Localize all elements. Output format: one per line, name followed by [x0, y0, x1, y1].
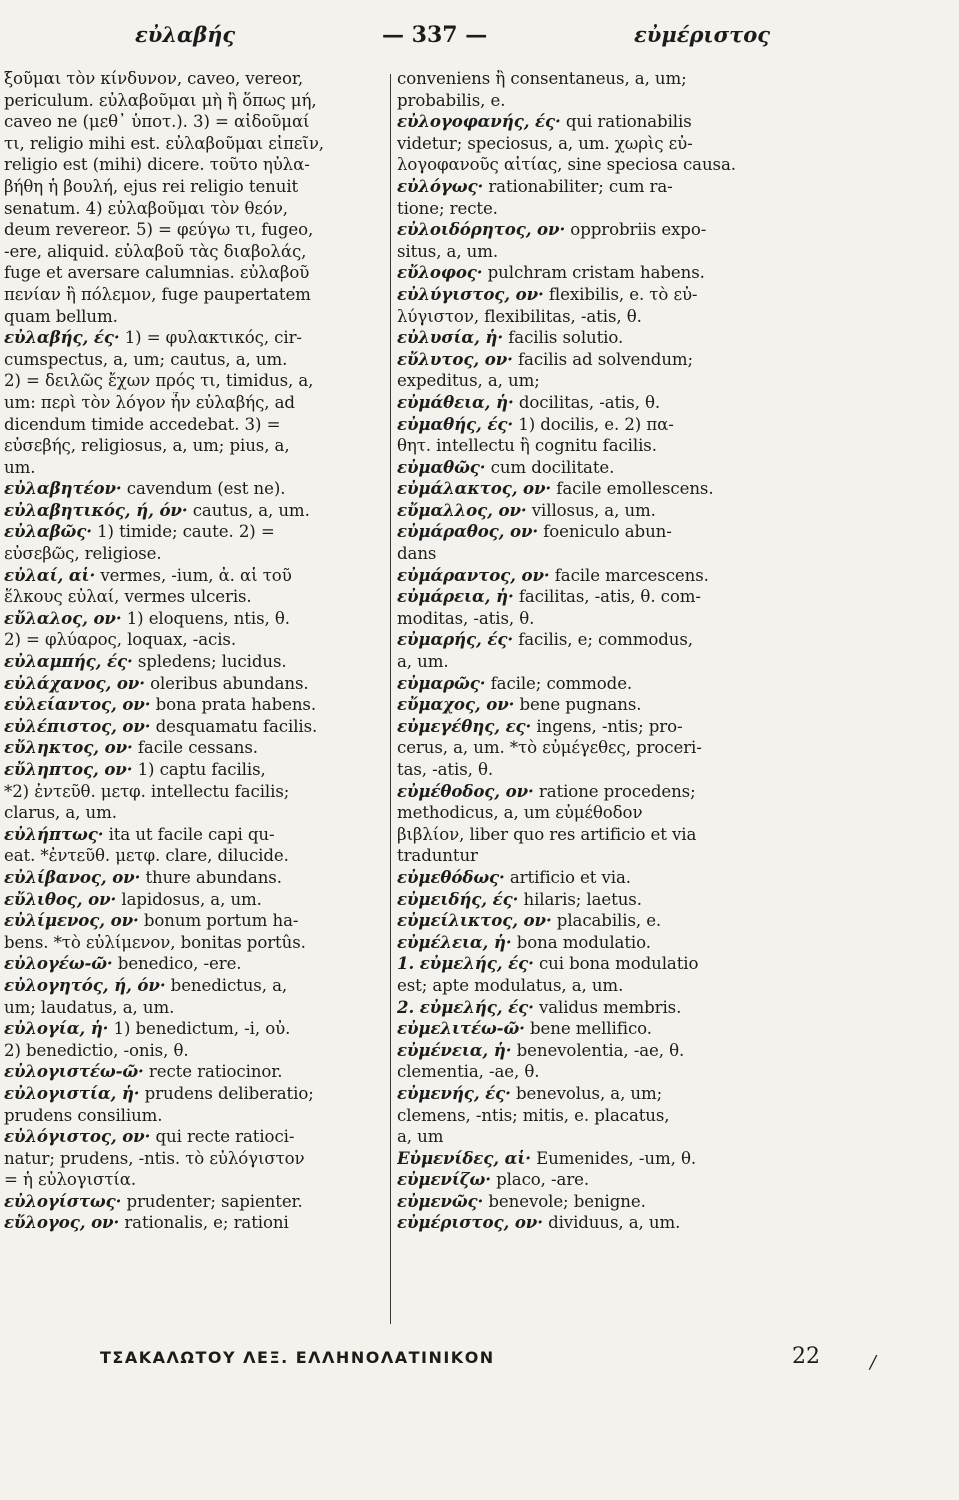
dictionary-line: εὐμάραντος, ον· facile marcescens.	[397, 564, 709, 585]
dictionary-line: um.	[4, 457, 36, 477]
column-divider	[390, 74, 391, 1324]
dictionary-line: εὐλυσία, ἡ· facilis solutio.	[397, 327, 624, 348]
dictionary-line: dicendum timide accedebat. 3) =	[4, 414, 281, 434]
dictionary-line: a, um.	[397, 652, 449, 672]
dictionary-line: εὐλαβῶς· 1) timide; caute. 2) =	[4, 521, 275, 542]
dictionary-line: βήθη ἡ βουλή, ejus rei religio tenuit	[4, 176, 299, 196]
dictionary-line: εὐλαβητέον· cavendum (est ne).	[4, 478, 286, 499]
dictionary-line: εὐμάθεια, ἡ· docilitas, -atis, θ.	[397, 391, 661, 412]
dictionary-line: εὐλόγως· rationabiliter; cum ra-	[397, 175, 673, 196]
page-header	[40, 22, 920, 62]
dictionary-line: εὐλογητός, ή, όν· benedictus, a,	[4, 974, 288, 995]
dictionary-line: εὐμαθής, ές· 1) docilis, e. 2) πα-	[397, 413, 674, 434]
dictionary-line: periculum. εὐλαβοῦμαι μὴ ἢ ὅπως μή,	[4, 90, 317, 110]
dictionary-line: methodicus, a, um εὐμέθοδον	[397, 803, 643, 823]
dictionary-line: εὐλογίστως· prudenter; sapienter.	[4, 1190, 303, 1211]
dictionary-line: εὐμέριστος, ον· dividuus, a, um.	[397, 1212, 681, 1233]
dictionary-line: εὐμαθῶς· cum docilitate.	[397, 456, 615, 477]
dictionary-line: Εὐμενίδες, αἱ· Eumenides, -um, θ.	[397, 1147, 697, 1168]
dictionary-line: εὐμαρῶς· facile; commode.	[397, 672, 633, 693]
dictionary-line: πενίαν ἢ πόλεμον, fuge paupertatem	[4, 284, 311, 304]
dictionary-line: εὐμάρεια, ἡ· facilitas, -atis, θ. com-	[397, 586, 701, 607]
dictionary-line: εὐμάραθος, ον· foeniculo abun-	[397, 521, 672, 542]
dictionary-line: εὐμελιτέω-ῶ· bene mellifico.	[397, 1018, 652, 1039]
dictionary-line: εὐμένεια, ἡ· benevolentia, -ae, θ.	[397, 1039, 685, 1060]
dictionary-line: -ere, aliquid. εὐλαβοῦ τὰς διαβολάς,	[4, 241, 307, 261]
dictionary-line: εὐλογιστία, ἡ· prudens deliberatio;	[4, 1082, 314, 1103]
dictionary-line: caveo ne (μεθ᾽ ὑποτ.). 3) = αἰδοῦμαί	[4, 112, 310, 132]
dictionary-line: expeditus, a, um;	[397, 371, 540, 391]
margin-mark: /	[870, 1352, 877, 1373]
dictionary-line: λογοφανοῦς αἰτίας, sine speciosa causa.	[397, 155, 736, 175]
dictionary-line: εὐμέθοδος, ον· ratione procedens;	[397, 780, 696, 801]
dictionary-line: εὐμάλακτος, ον· facile emollescens.	[397, 478, 714, 499]
dictionary-line: deum revereor. 5) = φεύγω τι, fugeo,	[4, 220, 314, 240]
dictionary-line: cumspectus, a, um; cautus, a, um.	[4, 349, 288, 369]
dictionary-line: εὔμαχος, ον· bene pugnans.	[397, 694, 642, 715]
dictionary-line: εὐλίμενος, ον· bonum portum ha-	[4, 910, 299, 931]
dictionary-line: tione; recte.	[397, 198, 498, 218]
dictionary-line: clementia, -ae, θ.	[397, 1062, 540, 1082]
dictionary-line: εὐλύγιστος, ον· flexibilis, e. τὸ εὐ-	[397, 283, 698, 304]
dictionary-line: εὐλογέω-ῶ· benedico, -ere.	[4, 953, 242, 974]
dictionary-line: εὐλαβητικός, ή, όν· cautus, a, um.	[4, 499, 310, 520]
dictionary-line: quam bellum.	[4, 306, 118, 326]
dictionary-line: εὔληπτος, ον· 1) captu facilis,	[4, 759, 266, 779]
dictionary-line: um: περὶ τὸν λόγον ἦν εὐλαβής, ad	[4, 392, 295, 412]
right-column	[397, 68, 789, 1234]
dictionary-line: εὐμειδής, ές· hilaris; laetus.	[397, 888, 642, 909]
dictionary-body	[0, 68, 959, 1323]
signature-number: 22	[792, 1344, 820, 1369]
dictionary-line: videtur; speciosus, a, um. χωρὶς εὐ-	[397, 133, 693, 153]
dictionary-line: εὐλίβανος, ον· thure abundans.	[4, 866, 282, 887]
dictionary-line: εὐμαρής, ές· facilis, e; commodus,	[397, 629, 693, 650]
dictionary-line: bens. *τὸ εὐλίμενον, bonitas portûs.	[4, 932, 306, 952]
dictionary-line: *2) ἐντεῦθ. μετφ. intellectu facilis;	[4, 781, 290, 801]
dictionary-line: traduntur	[397, 846, 478, 866]
dictionary-line: fuge et aversare calumnias. εὐλαβοῦ	[4, 263, 310, 283]
dictionary-line: 2. εὐμελής, ές· validus membris.	[397, 996, 682, 1017]
dictionary-line: εὐσεβής, religiosus, a, um; pius, a,	[4, 436, 290, 456]
dictionary-line: εὔλιθος, ον· lapidosus, a, um.	[4, 888, 262, 909]
dictionary-line: conveniens ἢ consentaneus, a, um;	[397, 69, 687, 88]
right-running-headword: εὐμέριστος	[633, 22, 770, 47]
dictionary-line: 2) = δειλῶς ἔχων πρός τι, timidus, a,	[4, 371, 314, 391]
dictionary-line: situs, a, um.	[397, 241, 499, 261]
dictionary-line: εὐλογοφανής, ές· qui rationabilis	[397, 111, 692, 132]
dictionary-line: clarus, a, um.	[4, 803, 117, 823]
dictionary-line: τι, religio mihi est. εὐλαβοῦμαι εἰπεῖν,	[4, 133, 324, 153]
dictionary-line: θητ. intellectu ἢ cognitu facilis.	[397, 436, 657, 456]
dictionary-line: 1. εὐμελής, ές· cui bona modulatio	[397, 953, 699, 974]
dictionary-line: εὔλογος, ον· rationalis, e; rationi	[4, 1212, 289, 1233]
dictionary-line: εὐμεθόδως· artificio et via.	[397, 866, 631, 887]
dictionary-line: clemens, -ntis; mitis, e. placatus,	[397, 1105, 670, 1125]
dictionary-line: εὐμενῶς· benevole; benigne.	[397, 1190, 646, 1211]
dictionary-line: εὐμενίζω· placo, -are.	[397, 1169, 590, 1190]
dictionary-line: tas, -atis, θ.	[397, 760, 494, 779]
dictionary-line: senatum. 4) εὐλαβοῦμαι τὸν θεόν,	[4, 198, 288, 218]
dictionary-line: εὐλογία, ἡ· 1) benedictum, -i, οὐ.	[4, 1018, 291, 1039]
dictionary-line: εὔληκτος, ον· facile cessans.	[4, 737, 258, 758]
dictionary-line: religio est (mihi) dicere. τοῦτο ηὐλα-	[4, 155, 310, 175]
dictionary-line: eat. *ἐντεῦθ. μετφ. clare, dilucide.	[4, 846, 289, 866]
dictionary-line: εὐλήπτως· ita ut facile capi qu-	[4, 823, 275, 844]
dictionary-line: εὐλοιδόρητος, ον· opprobriis expo-	[397, 219, 707, 240]
dictionary-line: λύγιστον, flexibilitas, -atis, θ.	[397, 306, 642, 326]
dictionary-line: εὔμαλλος, ον· villosus, a, um.	[397, 499, 656, 520]
dictionary-line: = ἡ εὐλογιστία.	[4, 1170, 137, 1190]
left-column	[4, 68, 389, 1234]
printer-signature: ΤΣΑΚΑΛΩΤΟΥ ΛΕΞ. ΕΛΛΗΝΟΛΑΤΙΝΙΚΟΝ	[100, 1348, 495, 1367]
dictionary-line: 2) = φλύαρος, loquax, -acis.	[4, 630, 237, 650]
dictionary-line: probabilis, e.	[397, 90, 506, 110]
dictionary-line: εὔλυτος, ον· facilis ad solvendum;	[397, 348, 694, 369]
dictionary-line: εὔλαλος, ον· 1) eloquens, ntis, θ.	[4, 607, 290, 628]
dictionary-line: εὔλοφος· pulchram cristam habens.	[397, 262, 705, 283]
dictionary-line: est; apte modulatus, a, um.	[397, 975, 624, 995]
page-footer	[100, 1344, 820, 1374]
dictionary-line: εὐλείαντος, ον· bona prata habens.	[4, 694, 317, 715]
page-number: — 337 —	[381, 22, 488, 48]
dictionary-line: moditas, -atis, θ.	[397, 608, 535, 628]
dictionary-line: dans	[397, 544, 437, 564]
dictionary-line: βιβλίον, liber quo res artificio et via	[397, 824, 697, 844]
dictionary-line: εὐλόγιστος, ον· qui recte ratioci-	[4, 1126, 295, 1147]
dictionary-line: a, um	[397, 1127, 444, 1147]
dictionary-line: ἕλκους εὐλαί, vermes ulceris.	[4, 587, 252, 607]
dictionary-line: natur; prudens, -ntis. τὸ εὐλόγιστον	[4, 1148, 305, 1168]
dictionary-line: ξοῦμαι τὸν κίνδυνον, caveo, vereor,	[4, 69, 304, 88]
dictionary-line: 2) benedictio, -onis, θ.	[4, 1040, 189, 1060]
dictionary-line: εὐσεβῶς, religiose.	[4, 544, 162, 564]
dictionary-line: cerus, a, um. *τὸ εὐμέγεθες, proceri-	[397, 738, 702, 758]
dictionary-line: εὐμείλικτος, ον· placabilis, e.	[397, 910, 662, 931]
dictionary-line: εὐλογιστέω-ῶ· recte ratiocinor.	[4, 1061, 283, 1082]
left-running-headword: εὐλαβής	[135, 22, 236, 47]
dictionary-line: εὐλαμπής, ές· spledens; lucidus.	[4, 651, 287, 672]
dictionary-line: εὐμενής, ές· benevolus, a, um;	[397, 1082, 663, 1103]
dictionary-line: εὐλαί, αἱ· vermes, -ium, ἀ. αἱ τοῦ	[4, 564, 292, 585]
dictionary-line: prudens consilium.	[4, 1105, 163, 1125]
dictionary-line: εὐμεγέθης, ες· ingens, -ntis; pro-	[397, 715, 683, 736]
dictionary-line: εὐμέλεια, ἡ· bona modulatio.	[397, 931, 651, 952]
dictionary-line: εὐλέπιστος, ον· desquamatu facilis.	[4, 715, 318, 736]
dictionary-line: um; laudatus, a, um.	[4, 997, 175, 1017]
dictionary-line: εὐλαβής, ές· 1) = φυλακτικός, cir-	[4, 327, 302, 348]
dictionary-line: εὐλάχανος, ον· oleribus abundans.	[4, 672, 309, 693]
